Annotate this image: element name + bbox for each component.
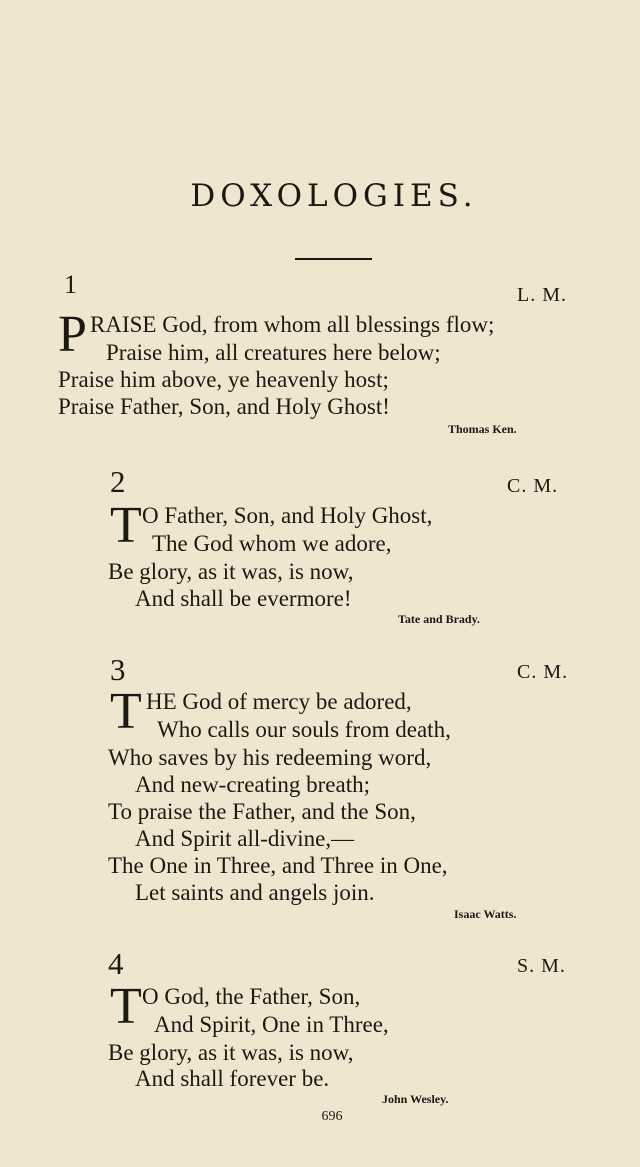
drop-cap: P <box>58 306 87 363</box>
hymn-line: Be glory, as it was, is now, <box>108 1040 354 1065</box>
hymn-meter: S. M. <box>517 955 566 977</box>
hymn-meter: C. M. <box>507 475 559 497</box>
hymn-line: And Spirit all-divine,— <box>135 826 355 851</box>
hymn-line: And shall be evermore! <box>135 586 352 611</box>
title-rule <box>295 258 372 260</box>
hymn-line: HE God of mercy be adored, <box>146 689 412 714</box>
hymn-author: Tate and Brady. <box>398 612 480 626</box>
hymn-line: Praise him, all creatures here below; <box>106 340 441 365</box>
hymn-line: The One in Three, and Three in One, <box>108 853 448 878</box>
hymn-line: Let saints and angels join. <box>135 880 375 905</box>
hymn-number: 2 <box>110 464 126 499</box>
hymn-number: 4 <box>108 946 124 981</box>
drop-cap: T <box>110 683 142 740</box>
hymn-line: Praise him above, ye heavenly host; <box>58 367 389 392</box>
drop-cap: T <box>110 978 142 1035</box>
drop-cap: T <box>110 497 142 554</box>
hymn-line: RAISE God, from whom all blessings flow; <box>90 312 495 337</box>
hymn-line: Who calls our souls from death, <box>157 717 451 742</box>
hymn-line: Who saves by his redeeming word, <box>108 745 432 770</box>
hymn-line: To praise the Father, and the Son, <box>108 799 416 824</box>
hymn-number: 3 <box>110 652 126 687</box>
page-title: DOXOLOGIES. <box>190 178 478 214</box>
hymn-line: Praise Father, Son, and Holy Ghost! <box>58 394 390 419</box>
hymn-author: Thomas Ken. <box>448 422 517 436</box>
hymn-line: And shall forever be. <box>135 1066 330 1091</box>
hymn-author: Isaac Watts. <box>454 907 517 921</box>
hymn-author: John Wesley. <box>382 1092 449 1106</box>
hymn-line: Be glory, as it was, is now, <box>108 559 354 584</box>
hymn-line: And new-creating breath; <box>135 772 371 797</box>
hymn-meter: C. M. <box>517 661 569 683</box>
hymn-line: O Father, Son, and Holy Ghost, <box>142 503 433 528</box>
page-number: 696 <box>321 1109 343 1124</box>
hymn-number: 1 <box>64 270 77 299</box>
hymn-line: The God whom we adore, <box>152 531 392 556</box>
hymn-line: O God, the Father, Son, <box>142 984 361 1009</box>
hymn-line: And Spirit, One in Three, <box>154 1012 389 1037</box>
hymn-meter: L. M. <box>517 284 567 306</box>
